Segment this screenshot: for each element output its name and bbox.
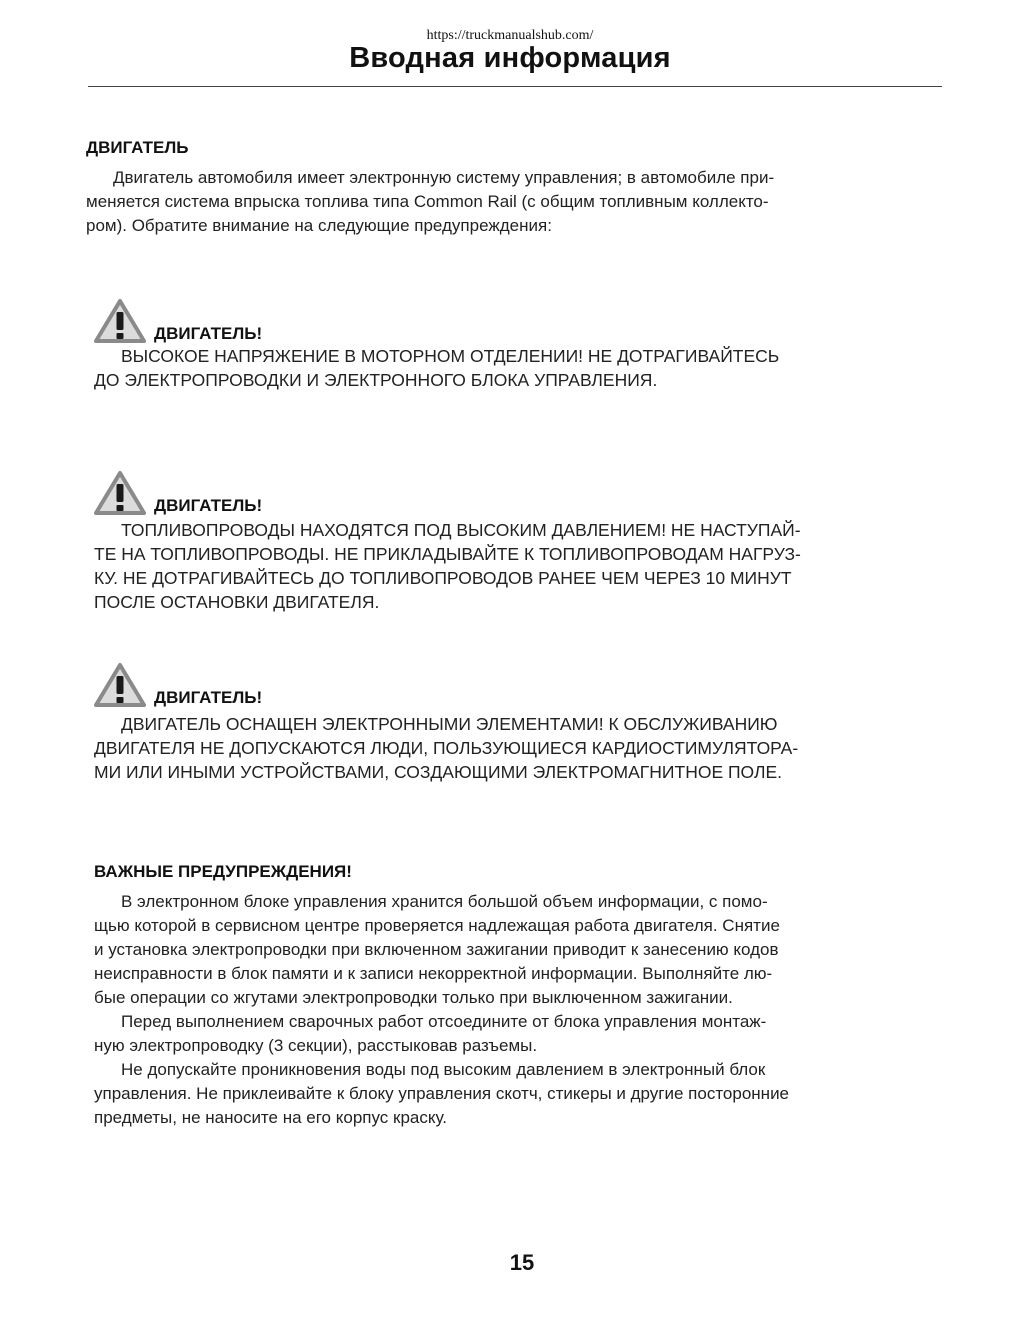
text-line: ВЫСОКОЕ НАПРЯЖЕНИЕ В МОТОРНОМ ОТДЕЛЕНИИ! НЕ ДОТРАГИВАЙТЕСЬ: [121, 346, 780, 366]
text-line: неисправности в блок памяти и к записи некорректной информации. Выполняйте лю-: [94, 964, 773, 983]
text-line: ром). Обратите внимание на следующие предупреждения:: [86, 216, 552, 235]
warning-triangle-icon: [94, 662, 146, 708]
engine-section-paragraph: [86, 166, 912, 238]
important-paragraph: [94, 890, 898, 1010]
engine-section-heading: ДВИГАТЕЛЬ: [86, 138, 189, 157]
warning-title: ДВИГАТЕЛЬ!: [154, 688, 263, 707]
text-line: управления. Не приклеивайте к блоку управления скотч, стикеры и другие посторонние: [94, 1084, 790, 1103]
text-line: ТЕ НА ТОПЛИВОПРОВОДЫ. НЕ ПРИКЛАДЫВАЙТЕ К ТОПЛИВОПРОВОДАМ НАГРУЗ-: [94, 544, 801, 564]
source-url[interactable]: https://truckmanualshub.com/: [426, 28, 594, 43]
text-line: ТОПЛИВОПРОВОДЫ НАХОДЯТСЯ ПОД ВЫСОКИМ ДАВЛЕНИЕМ! НЕ НАСТУПАЙ-: [121, 520, 801, 540]
text-line: Не допускайте проникновения воды под высоким давлением в электронный блок: [121, 1060, 766, 1079]
warning-title: ДВИГАТЕЛЬ!: [154, 496, 263, 515]
text-line: КУ. НЕ ДОТРАГИВАЙТЕСЬ ДО ТОПЛИВОПРОВОДОВ РАНЕЕ ЧЕМ ЧЕРЕЗ 10 МИНУТ: [94, 568, 792, 588]
important-paragraph: [94, 1010, 898, 1058]
text-line: В электронном блоке управления хранится большой объем информации, с помо-: [121, 892, 768, 911]
text-line: Двигатель автомобиля имеет электронную систему управления; в автомобиле при-: [113, 168, 775, 187]
warning-triangle-icon: [94, 298, 146, 344]
text-line: предметы, не наносите на его корпус краску.: [94, 1108, 448, 1127]
page-title: Вводная информация: [349, 42, 671, 74]
text-line: ПОСЛЕ ОСТАНОВКИ ДВИГАТЕЛЯ.: [94, 592, 380, 612]
text-line: бые операции со жгутами электропроводки только при выключенном зажигании.: [94, 988, 733, 1007]
header-divider: [88, 86, 942, 87]
text-line: Перед выполнением сварочных работ отсоедините от блока управления монтаж-: [121, 1012, 767, 1031]
page-number: 15: [509, 1250, 535, 1275]
warning-text: [94, 344, 779, 392]
text-line: щью которой в сервисном центре проверяется надлежащая работа двигателя. Снятие: [94, 916, 780, 935]
text-line: ДВИГАТЕЛЯ НЕ ДОПУСКАЮТСЯ ЛЮДИ, ПОЛЬЗУЮЩИЕСЯ КАРДИОСТИМУЛЯТОРА-: [94, 738, 799, 758]
warning-triangle-icon: [94, 470, 146, 516]
text-line: ДВИГАТЕЛЬ ОСНАЩЕН ЭЛЕКТРОННЫМИ ЭЛЕМЕНТАМИ! К ОБСЛУЖИВАНИЮ: [121, 714, 778, 734]
text-line: и установка электропроводки при включенном зажигании приводит к занесению кодов: [94, 940, 779, 959]
text-line: ную электропроводку (3 секции), расстыковав разъемы.: [94, 1036, 538, 1055]
important-section-heading: ВАЖНЫЕ ПРЕДУПРЕЖДЕНИЯ!: [94, 862, 352, 881]
text-line: МИ ИЛИ ИНЫМИ УСТРОЙСТВАМИ, СОЗДАЮЩИМИ ЭЛЕКТРОМАГНИТНОЕ ПОЛЕ.: [94, 762, 782, 782]
text-line: ДО ЭЛЕКТРОПРОВОДКИ И ЭЛЕКТРОННОГО БЛОКА УПРАВЛЕНИЯ.: [94, 370, 658, 390]
text-line: меняется система впрыска топлива типа Common Rail (с общим топливным коллекто-: [86, 192, 769, 211]
warning-text: [94, 712, 798, 784]
warning-title: ДВИГАТЕЛЬ!: [154, 324, 263, 343]
important-paragraph: [94, 1058, 898, 1130]
warning-text: [94, 518, 801, 614]
